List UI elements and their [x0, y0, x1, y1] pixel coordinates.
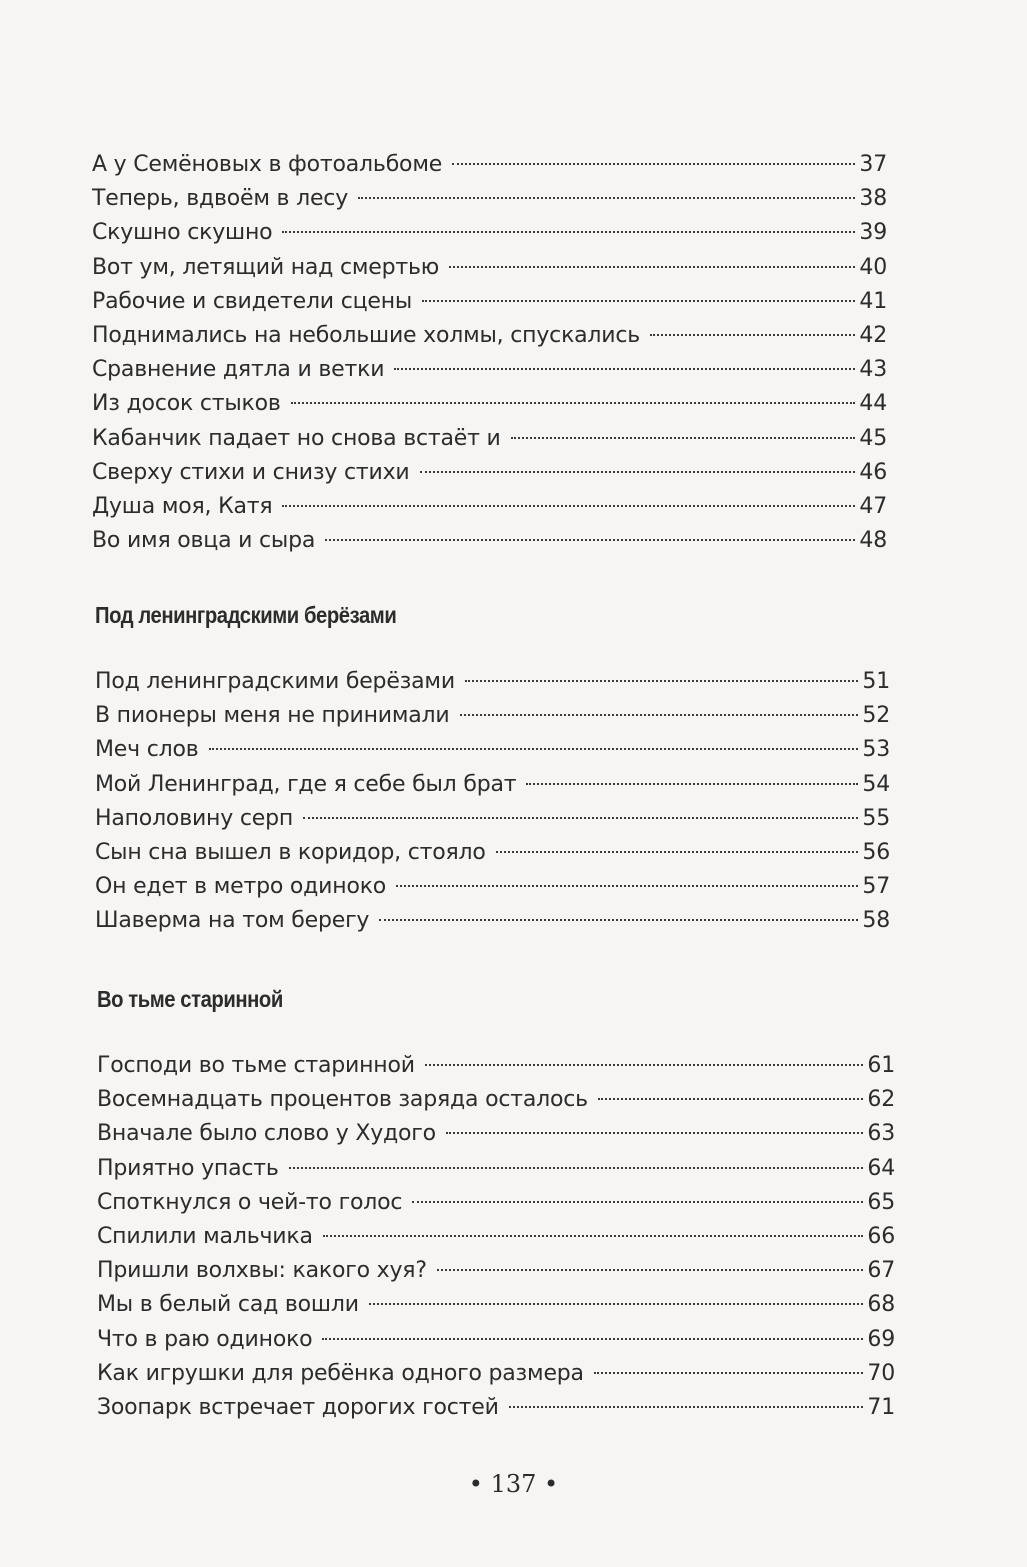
dot-leader [526, 783, 858, 785]
toc-entry-page: 42 [859, 322, 887, 348]
dot-leader [289, 1167, 864, 1169]
dot-leader [282, 505, 855, 507]
toc-entry-title: Господи во тьме старинной [97, 1053, 415, 1078]
toc-entry-page: 70 [867, 1360, 895, 1386]
toc-entry-page: 55 [862, 805, 890, 831]
toc-entry [92, 494, 887, 528]
toc-entry-page: 67 [867, 1258, 895, 1284]
toc-entry [97, 1121, 895, 1155]
toc-entry-page: 52 [862, 703, 890, 729]
dot-leader [650, 334, 855, 336]
toc-section-2 [95, 669, 890, 943]
toc-entry-title: Он едет в метро одиноко [95, 874, 387, 900]
dot-leader [394, 368, 855, 370]
dot-leader [322, 1338, 863, 1340]
dot-leader [303, 817, 858, 819]
toc-entry [97, 1361, 895, 1395]
toc-entry-title: Душа моя, Катя [92, 493, 273, 519]
toc-entry [97, 1087, 895, 1121]
toc-entry-page: 56 [862, 839, 890, 865]
toc-entry-page: 43 [859, 357, 887, 383]
toc-entry-title: Сверху стихи и снизу стихи [92, 459, 410, 485]
toc-entry-page: 61 [867, 1053, 895, 1078]
toc-section-3 [97, 1053, 895, 1429]
dot-leader [425, 1064, 864, 1066]
toc-entry-title: Восемнадцать процентов заряда осталось [97, 1087, 588, 1113]
toc-entry [92, 357, 887, 391]
toc-entry [92, 152, 887, 186]
toc-entry [97, 1156, 895, 1190]
toc-entry-title: Споткнулся о чей-то голос [97, 1189, 403, 1215]
dot-leader [291, 402, 856, 404]
toc-entry [97, 1292, 895, 1326]
toc-entry [92, 289, 887, 323]
toc-entry [95, 669, 890, 703]
toc-entry-page: 41 [859, 288, 887, 314]
toc-entry-title: Поднимались на небольшие холмы, спускались [92, 322, 641, 348]
toc-entry-title: Вот ум, летящий над смертью [92, 254, 440, 280]
toc-entry-title: Мой Ленинград, где я себе был брат [95, 771, 517, 797]
toc-entry [95, 908, 890, 942]
toc-entry [92, 391, 887, 425]
toc-entry-page: 38 [859, 186, 887, 212]
toc-entry [92, 426, 887, 460]
toc-entry-title: В пионеры меня не принимали [95, 703, 450, 729]
toc-entry [95, 772, 890, 806]
toc-entry-title: Во имя овца и сыра [92, 528, 316, 554]
toc-entry-title: Из досок стыков [92, 391, 281, 417]
dot-leader [282, 231, 855, 233]
toc-entry-title: Спилили мальчика [97, 1223, 313, 1249]
toc-entry-title: Как игрушки для ребёнка одного размера [97, 1360, 584, 1386]
dot-leader [323, 1235, 864, 1237]
toc-entry-page: 58 [862, 908, 890, 934]
dot-leader [460, 714, 859, 716]
toc-entry-page: 37 [859, 152, 887, 177]
toc-entry-page: 45 [859, 425, 887, 451]
dot-leader [465, 680, 858, 682]
dot-leader [358, 197, 855, 199]
toc-entry-title: Скушно скушно [92, 220, 273, 246]
toc-entry [97, 1258, 895, 1292]
toc-entry [97, 1224, 895, 1258]
toc-entry-title: Под ленинградскими берёзами [95, 669, 455, 694]
toc-entry [95, 737, 890, 771]
toc-entry-page: 47 [859, 493, 887, 519]
toc-entry-title: Шаверма на том берегу [95, 908, 370, 934]
dot-leader [396, 885, 858, 887]
toc-entry [95, 840, 890, 874]
toc-section-1 [92, 152, 887, 562]
toc-entry [95, 703, 890, 737]
toc-entry [95, 874, 890, 908]
toc-entry-title: Пришли волхвы: какого хуя? [97, 1258, 427, 1284]
dot-leader [496, 851, 859, 853]
toc-entry [92, 528, 887, 562]
toc-entry-title: Рабочие и свидетели сцены [92, 288, 413, 314]
dot-leader [369, 1303, 864, 1305]
toc-entry-title: Зоопарк встречает дорогих гостей [97, 1394, 499, 1420]
dot-leader [452, 163, 855, 165]
toc-entry-title: Наполовину серп [95, 805, 294, 831]
dot-leader [420, 471, 856, 473]
dot-leader [598, 1098, 863, 1100]
toc-entry [95, 806, 890, 840]
toc-entry-page: 39 [859, 220, 887, 246]
toc-entry-title: Меч слов [95, 737, 199, 763]
dot-leader [209, 748, 859, 750]
page-number: • 137 • [468, 1470, 559, 1498]
toc-entry [97, 1053, 895, 1087]
toc-entry [92, 323, 887, 357]
toc-entry-page: 65 [867, 1189, 895, 1215]
toc-entry [92, 186, 887, 220]
section-heading-2: Во тьме старинной [97, 986, 283, 1012]
dot-leader [511, 437, 856, 439]
toc-entry [97, 1395, 895, 1429]
toc-entry-title: Сын сна вышел в коридор, стояло [95, 839, 486, 865]
toc-entry-page: 53 [862, 737, 890, 763]
dot-leader [449, 266, 855, 268]
dot-leader [446, 1132, 863, 1134]
toc-entry [92, 460, 887, 494]
toc-entry-page: 51 [862, 669, 890, 694]
toc-entry-page: 62 [867, 1087, 895, 1113]
toc-entry-title: Мы в белый сад вошли [97, 1292, 359, 1318]
toc-entry-page: 48 [859, 528, 887, 554]
section-heading-1: Под ленинградскими берёзами [95, 602, 397, 628]
toc-entry-title: Приятно упасть [97, 1155, 279, 1181]
toc-entry [97, 1327, 895, 1361]
toc-entry-page: 40 [859, 254, 887, 280]
toc-entry [92, 220, 887, 254]
toc-entry-title: Теперь, вдвоём в лесу [92, 186, 349, 212]
dot-leader [379, 919, 858, 921]
toc-entry-title: Что в раю одиноко [97, 1326, 313, 1352]
toc-entry-title: А у Семёновых в фотоальбоме [92, 152, 443, 177]
toc-entry-page: 54 [862, 771, 890, 797]
dot-leader [437, 1269, 864, 1271]
toc-entry-page: 71 [867, 1394, 895, 1420]
toc-entry-page: 46 [859, 459, 887, 485]
toc-entry-page: 57 [862, 874, 890, 900]
toc-entry-title: Сравнение дятла и ветки [92, 357, 385, 383]
toc-entry-page: 69 [867, 1326, 895, 1352]
toc-entry-page: 64 [867, 1155, 895, 1181]
dot-leader [412, 1201, 863, 1203]
dot-leader [422, 300, 855, 302]
toc-entry [92, 255, 887, 289]
toc-entry-page: 63 [867, 1121, 895, 1147]
toc-entry [97, 1190, 895, 1224]
dot-leader [325, 539, 855, 541]
toc-entry-page: 44 [859, 391, 887, 417]
toc-entry-page: 68 [867, 1292, 895, 1318]
toc-entry-page: 66 [867, 1223, 895, 1249]
toc-entry-title: Вначале было слово у Худого [97, 1121, 436, 1147]
toc-entry-title: Кабанчик падает но снова встаёт и [92, 425, 501, 451]
dot-leader [594, 1372, 864, 1374]
dot-leader [509, 1406, 864, 1408]
